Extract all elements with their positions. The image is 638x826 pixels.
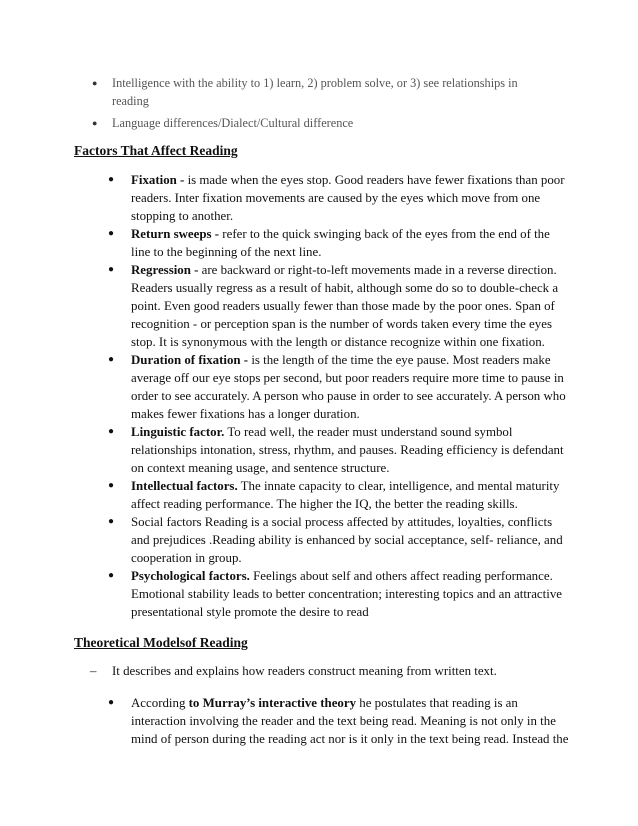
list-item [108, 351, 571, 423]
murray-lead: According [131, 696, 186, 710]
bullet-icon: ● [92, 118, 98, 128]
list-item [92, 74, 552, 110]
term: Linguistic factor. [131, 425, 225, 439]
murray-bullet-list [108, 694, 571, 748]
term: Duration of fixation - [131, 353, 249, 367]
definition: To read well, the reader must understand sound symbol relationships intonation, stress, rhythm, and pauses. Reading efficiency is defendant on context meaning usage, and sentence structure. [131, 425, 564, 475]
definition: he postulates that reading is an interaction involving the reader and the text being read. Meaning is not only in the mind of person during the reading act nor is it only in the text being read. Instead the [131, 696, 569, 746]
definition: Feelings about self and others affect reading performance. Emotional stability leads to better concentration; interesting topics and an attractive presentational style promote the desire to read [131, 569, 562, 619]
term: Regression - [131, 263, 199, 277]
definition: The innate capacity to clear, intelligence, and mental maturity affect reading performance. The higher the IQ, the better the reading skills. [131, 479, 560, 511]
bullet-icon: ● [92, 78, 98, 88]
term: Psychological factors. [131, 569, 250, 583]
list-item [108, 225, 571, 261]
factors-bullet-list [108, 171, 571, 621]
bullet-icon: ● [108, 516, 115, 527]
list-item [108, 171, 571, 225]
bullet-icon: ● [108, 264, 115, 275]
intro-bullet-list [92, 74, 552, 136]
section-heading-theoretical-models: Theoretical Modelsof Reading [74, 635, 248, 650]
definition: refer to the quick swinging back of the eyes from the end of the line to the beginning of the next line. [131, 227, 550, 259]
list-item [108, 423, 571, 477]
bullet-icon: ● [108, 480, 115, 491]
list-item [92, 114, 552, 132]
definition: Social factors Reading is a social process affected by attitudes, loyalties, conflicts and prejudices .Reading ability is enhanced by social acceptance, self- reliance, and cooperation in group. [131, 515, 563, 565]
section-heading-factors: Factors That Affect Reading [74, 143, 238, 158]
bullet-icon: ● [108, 174, 115, 185]
list-item-text: Intelligence with the ability to 1) learn, 2) problem solve, or 3) see relationships in reading [112, 76, 518, 108]
list-item [108, 513, 571, 567]
list-item [108, 694, 571, 748]
bullet-icon: ● [108, 354, 115, 365]
bullet-icon: ● [108, 570, 115, 581]
term: Return sweeps - [131, 227, 220, 241]
term: to Murray’s interactive theory [185, 696, 357, 710]
list-item-text: Language differences/Dialect/Cultural difference [112, 116, 354, 130]
bullet-icon: ● [108, 697, 115, 708]
list-item [108, 261, 571, 351]
definition: is the length of the time the eye pause. Most readers make average off our eye stops per second, but poor readers require more time to pause in order to see accurately. A person who pause in order to see accurately. A person who makes fewer fixations has a longer duration. [131, 353, 566, 421]
dash-item-text: It describes and explains how readers construct meaning from written text. [112, 664, 497, 678]
list-item [108, 567, 571, 621]
definition: are backward or right-to-left movements made in a reverse direction. Readers usually regress as a result of habit, although some do so to double-check a point. Even good readers usually fewer than those made by the poor ones. Span of recognition - or perception span is the number of words taken every time the eyes stop. It is synonymous with the length or distance recognize within one fixation. [131, 263, 559, 349]
term: Fixation - [131, 173, 185, 187]
term: Intellectual factors. [131, 479, 238, 493]
list-item [108, 477, 571, 513]
definition: is made when the eyes stop. Good readers have fewer fixations than poor readers. Inter fixation movements are caused by the eyes which move from one stopping to another. [131, 173, 565, 223]
bullet-icon: ● [108, 228, 115, 239]
bullet-icon: ● [108, 426, 115, 437]
dash-bullet-icon: – [90, 664, 97, 678]
dash-list-item [90, 662, 572, 680]
